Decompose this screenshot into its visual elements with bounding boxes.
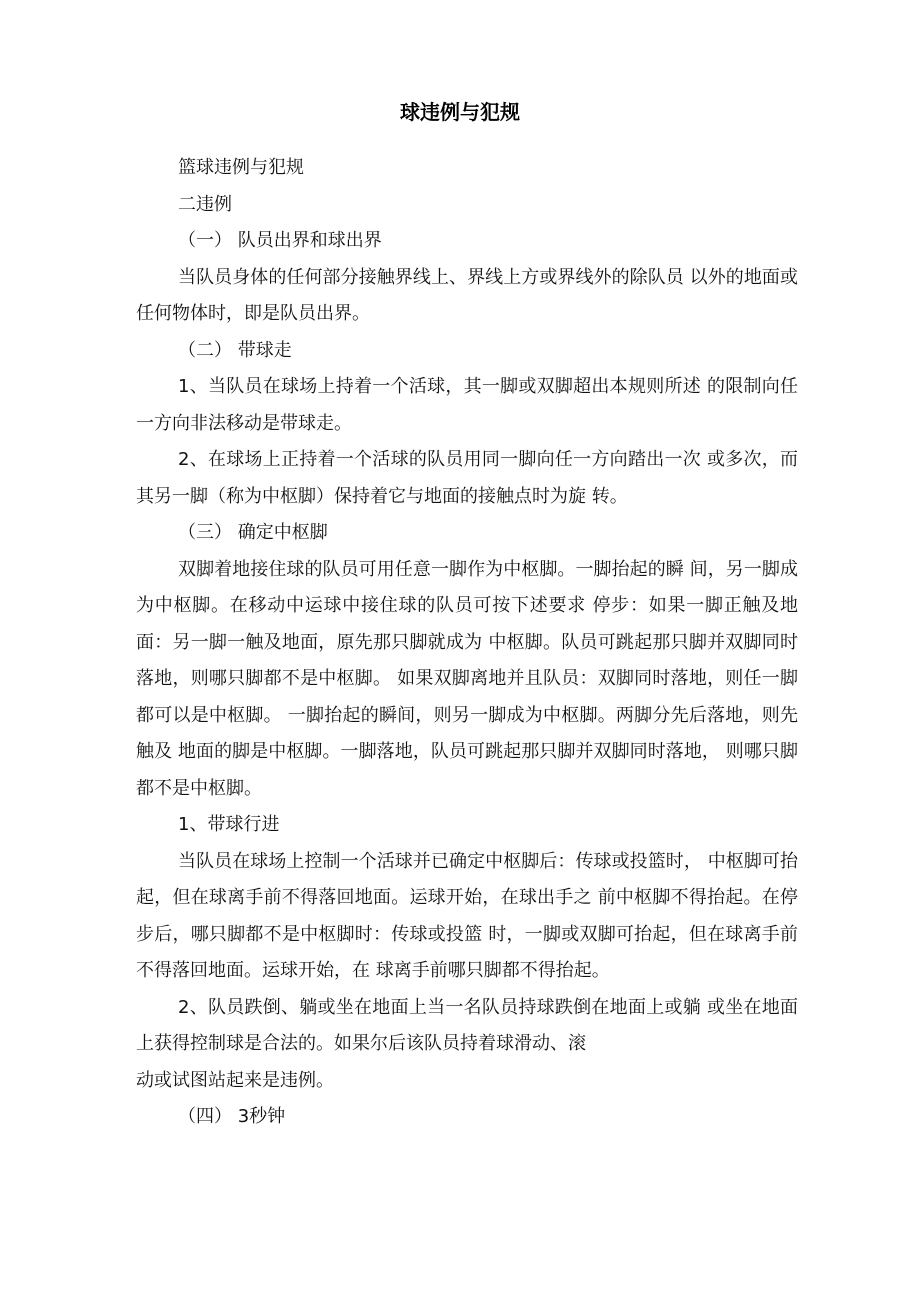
paragraph: 2、在球场上正持着一个活球的队员用同一脚向任一方向踏出一次 或多次，而其另一脚（称为中枢脚）保持着它与地面的接触点时为旋 转。 [136,449,798,507]
paragraph: 当队员身体的任何部分接触界线上、界线上方或界线外的除队员 以外的地面或任何物体时，即是队员出界。 [136,266,798,324]
paragraph: 当队员在球场上控制一个活球并已确定中枢脚后：传球或投篮时， 中枢脚可抬起，但在球离手前不得落回地面。运球开始，在球出手之 前中枢脚不得抬起。在停步后，哪只脚都不是中枢脚时：传球或投篮 时，一脚或双脚可抬起，但在球离手前不得落回地面。运球开始，在 球离手前哪只脚都不得抬起。 [136,850,798,981]
subsection-heading: （三） 确定中枢脚 [178,522,328,543]
document-body [136,150,798,1136]
section-heading: 二违例 [178,193,232,215]
item-heading: 1、带球行进 [178,814,280,835]
subsection-heading: （一） 队员出界和球出界 [178,230,382,251]
document-title: 球违例与犯规 [400,100,520,124]
subsection-heading: （二） 带球走 [178,339,292,361]
subtitle-line: 篮球违例与犯规 [178,157,304,178]
paragraph-continuation: 动或试图站起来是违例。 [136,1069,334,1091]
paragraph: 1、当队员在球场上持着一个活球，其一脚或双脚超出本规则所述 的限制向任一方向非法移动是带球走。 [136,376,798,434]
subsection-heading: （四） 3秒钟 [178,1106,286,1127]
paragraph: 双脚着地接住球的队员可用任意一脚作为中枢脚。一脚抬起的瞬 间，另一脚成为中枢脚。在移动中运球中接住球的队员可按下述要求 停步：如果一脚正触及地面：另一脚一触及地面，原先那只脚就成为 中枢脚。队员可跳起那只脚并双脚同时落地，则哪只脚都不是中枢脚。 如果双脚离地并且队员：双脚同时落地，则任一脚都可以是中枢脚。 一脚抬起的瞬间，则另一脚成为中枢脚。两脚分先后落地，则先触及 地面的脚是中枢脚。一脚落地，队员可跳起那只脚并双脚同时落地， 则哪只脚都不是中枢脚。 [136,558,798,799]
paragraph: 2、队员跌倒、躺或坐在地面上当一名队员持球跌倒在地面上或躺 或坐在地面上获得控制球是合法的。如果尔后该队员持着球滑动、滚 [136,996,798,1054]
